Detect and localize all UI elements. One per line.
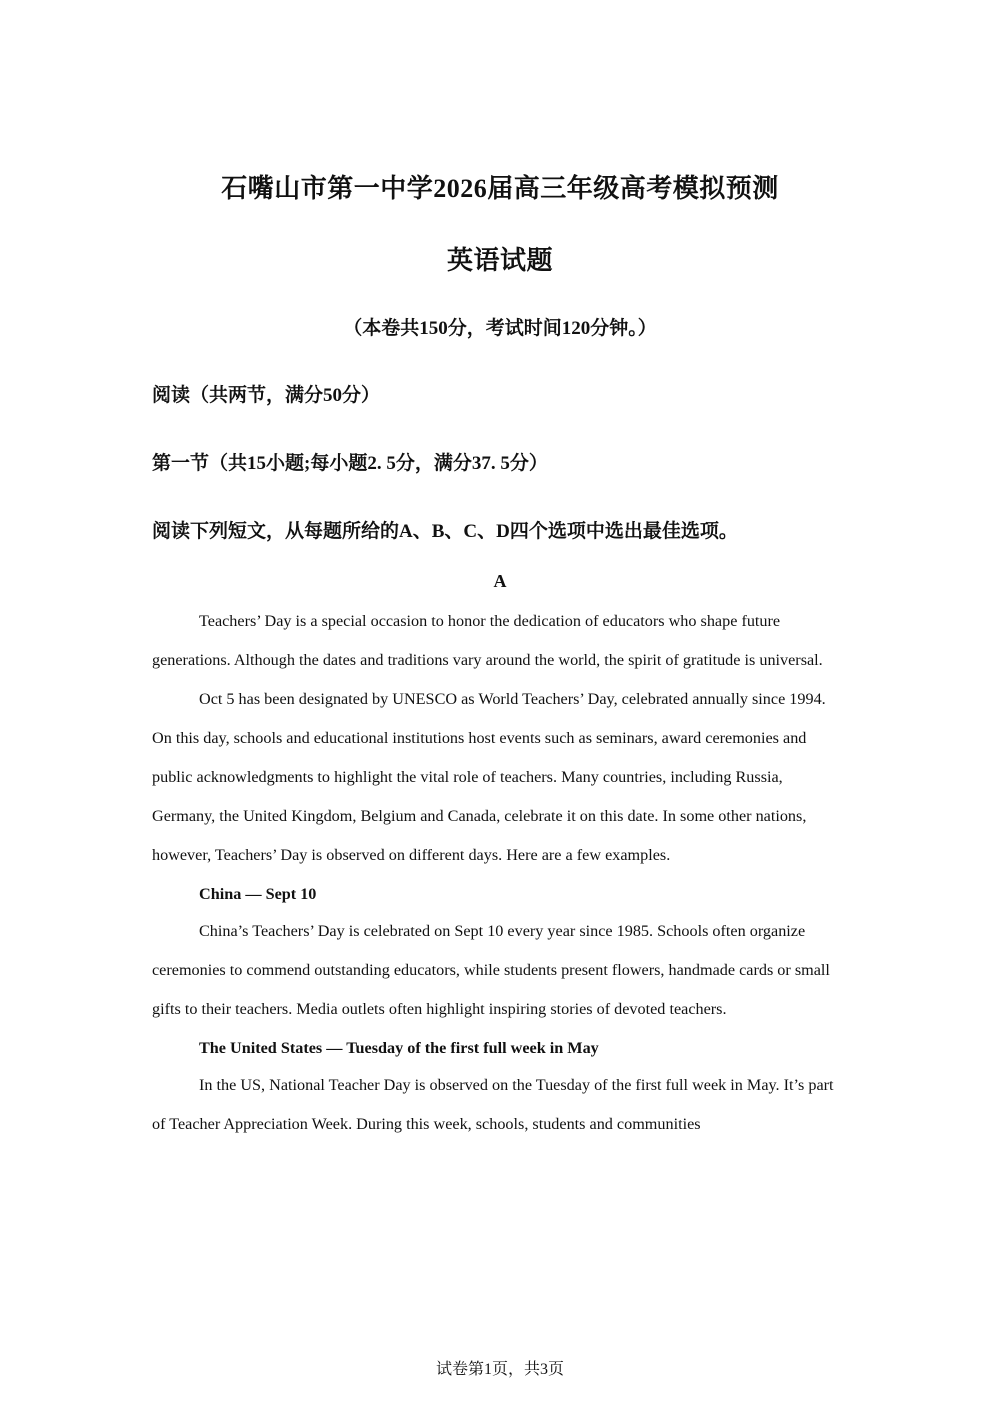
passage-paragraph: China’s Teachers’ Day is celebrated on Sept 10 every year since 1985. Schools often organize ceremonies to commend outstanding educators, while students present flowers, handmade cards or small gifts to their teachers. Media outlets often highlight inspiring stories of devoted teachers. bbox=[152, 922, 830, 1018]
passage-body bbox=[152, 602, 842, 1144]
page-footer: 试卷第1页，共3页 bbox=[435, 1361, 564, 1378]
exam-title: 石嘴山市第一中学2026届高三年级高考模拟预测 bbox=[221, 174, 779, 203]
passage-subheading-us: The United States — Tuesday of the first full week in May bbox=[199, 1039, 599, 1057]
reading-section-heading: 阅读（共两节，满分50分） bbox=[152, 385, 381, 406]
reading-instruction: 阅读下列短文，从每题所给的A、B、C、D四个选项中选出最佳选项。 bbox=[152, 521, 738, 542]
passage-paragraph: Oct 5 has been designated by UNESCO as World Teachers’ Day, celebrated annually since 1994. On this day, schools and educational institutions host events such as seminars, award ceremonies and public acknowledgments to highlight the vital role of teachers. Many countries, including Russia, Germany, the United Kingdom, Belgium and Canada, celebrate it on this date. In some other nations, however, Teachers’ Day is observed on different days. Here are a few examples. bbox=[152, 690, 826, 864]
passage-paragraph: Teachers’ Day is a special occasion to honor the dedication of educators who shape future generations. Although the dates and traditions vary around the world, the spirit of gratitude is universal. bbox=[152, 612, 823, 669]
part-one-heading: 第一节（共15小题;每小题2. 5分，满分37. 5分） bbox=[152, 453, 548, 474]
exam-subject-title: 英语试题 bbox=[446, 246, 553, 275]
passage-label: A bbox=[493, 571, 507, 591]
passage-paragraph: In the US, National Teacher Day is observed on the Tuesday of the first full week in May. It’s part of Teacher Appreciation Week. During this week, schools, students and communities bbox=[152, 1076, 834, 1133]
exam-score-time-note: （本卷共150分，考试时间120分钟。） bbox=[343, 318, 657, 339]
passage-subheading-china: China — Sept 10 bbox=[199, 885, 317, 903]
